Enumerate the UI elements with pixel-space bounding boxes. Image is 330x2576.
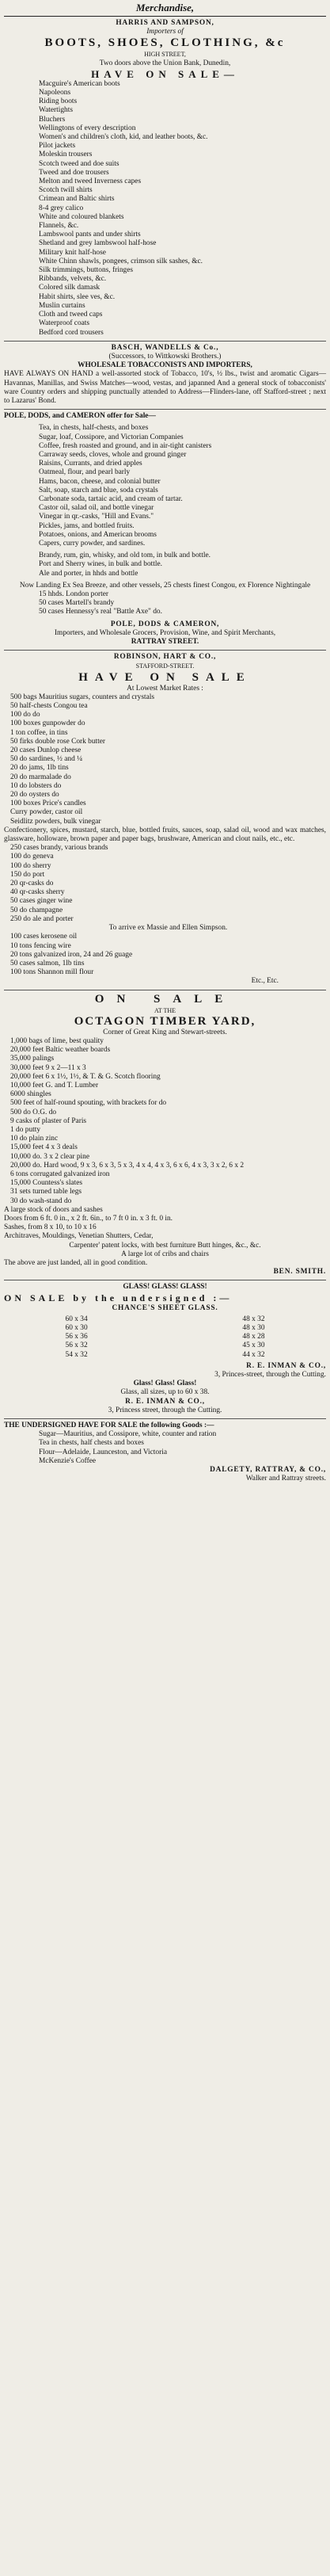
list-item: White and coloured blankets: [39, 212, 124, 221]
list-item: 500 bags Mauritius sugars, counters and crystals: [10, 693, 154, 701]
doors-line: A large stock of doors and sashes: [4, 1205, 103, 1214]
list-item: Tea in chests, half chests and boxes: [39, 1439, 144, 1448]
ad-signature-desc: Importers, and Wholesale Grocers, Provision, Wine, and Spirit Merchants,: [54, 628, 276, 637]
table-row: [63, 1351, 268, 1360]
list-item: 20,000 feet 6 x 1½, 1½, & T. & G. Scotch flooring: [10, 1072, 161, 1081]
glass-size-table: [63, 1315, 268, 1360]
list-item: 50 firks double rose Cork butter: [10, 737, 106, 746]
glass-line: Glass! Glass! Glass!: [133, 1380, 197, 1388]
list-item: Waterproof coats: [39, 319, 90, 328]
list-item: 100 do sherry: [10, 861, 51, 870]
ad-business: WHOLESALE TOBACCONISTS AND IMPORTERS,: [78, 361, 252, 370]
list-item: 50 do sardines, ½ and ¼: [10, 755, 83, 764]
list-item: 10 do lobsters do: [10, 781, 62, 790]
list-item: Crimean and Baltic shirts: [39, 195, 115, 204]
list-item: Riding boots: [39, 97, 78, 106]
list-item: Shetland and grey lambswool half-hose: [39, 239, 157, 248]
list-item: Women's and children's cloth, kid, and leather boots, &c.: [39, 133, 208, 142]
octagon-timber-yard-ad: [4, 990, 326, 1281]
ad-rates: At Lowest Market Rates :: [127, 684, 203, 693]
list-item: Bluchers: [39, 115, 66, 124]
list-item: 1 ton coffee, in tins: [10, 728, 68, 737]
list-item: Oatmeal, flour, and pearl barly: [39, 468, 131, 477]
list-item: 20 tons galvanized iron, 24 and 26 guage: [10, 950, 133, 959]
list-item: Carraway seeds, cloves, whole and ground ginger: [39, 450, 187, 459]
list-item: 8-4 grey calico: [39, 204, 84, 212]
table-cell: 48 x 30: [242, 1324, 265, 1333]
list-item: Macguire's American boots: [39, 79, 120, 88]
table-cell: 54 x 32: [65, 1350, 88, 1359]
list-item: 500 do O.G. do: [10, 1108, 57, 1116]
table-cell: 56 x 32: [65, 1341, 88, 1350]
table-row: [63, 1324, 268, 1333]
ale: Ale and porter, in hhds and bottle: [39, 569, 138, 578]
list-item: Sugar—Mauritius, and Cossipore, white, counter and ration: [39, 1430, 217, 1439]
list-item: Ribbands, velvets, &c.: [39, 275, 107, 284]
ad-advertiser: BASCH, WANDELLS & Co.,: [111, 343, 219, 352]
list-item: White Chinn shawls, pongees, crimson silk sashes, &c.: [39, 257, 203, 265]
ad-address: Walker and Rattray streets.: [245, 1475, 326, 1483]
list-item: 100 tons Shannon mill flour: [10, 968, 94, 977]
list-item: Melton and tweed Inverness capes: [39, 177, 142, 186]
list-item: Colored silk damask: [39, 284, 101, 292]
ad-subtitle: (Successors, to Wittkowski Brothers.): [108, 352, 222, 361]
list-item: 150 do port: [10, 870, 45, 879]
list-item: Bedford cord trousers: [39, 328, 104, 337]
carpenter-line: Carpenter' patent locks, with best furniture Butt hinges, &c., &c.: [69, 1241, 261, 1250]
ad-street: HIGH STREET,: [144, 51, 186, 59]
ad-address-2: 3, Princess street, through the Cutting.: [108, 1406, 222, 1414]
ad-signature-2: R. E. INMAN & CO.,: [125, 1397, 205, 1406]
table-cell: 44 x 32: [242, 1350, 265, 1359]
list-item: Carbonate soda, tartaic acid, and cream of tartar.: [39, 494, 183, 503]
item-list-2: [4, 844, 326, 977]
list-item: Castor oil, salad oil, and bottle vinegar: [39, 504, 154, 513]
list-item: Flour—Adelaide, Launceston, and Victoria: [39, 1448, 167, 1456]
ad-yard-name: OCTAGON TIMBER YARD,: [74, 1014, 256, 1028]
list-item: Cloth and tweed caps: [39, 311, 103, 319]
list-item: 20 do jams, 1lb tins: [10, 764, 69, 773]
list-item: Habit shirts, slee ves, &c.: [39, 292, 116, 301]
list-item: Potatoes, onions, and American brooms: [39, 530, 157, 539]
list-item: Capers, curry powder, and sardines.: [39, 539, 146, 548]
spirits: Brandy, rum, gin, whisky, and old tom, in bulk and bottle.: [39, 551, 211, 560]
confectionery-text: Confectionery, spices, mustard, starch, blue, bottled fruits, sauces, soap, salad oil, wood and wax matches, glassware, holloware, brown paper and paper bags, brushware, American and clout nails, etc., etc.: [4, 826, 326, 844]
ad-title: CHANCE'S SHEET GLASS.: [112, 1303, 218, 1312]
list-item: Silk trimmings, buttons, fringes: [39, 266, 134, 275]
list-item: 1 do putty: [10, 1125, 41, 1134]
list-item: 31 sets turned table legs: [10, 1188, 82, 1196]
list-item: 100 boxes Price's candles: [10, 800, 86, 808]
list-item: To arrive ex Massie and Ellen Simpson.: [108, 924, 228, 933]
ad-body: HAVE ALWAYS ON HAND a well-assorted stock of Tobacco, 10's, ½ lbs., twist and aromatic Cigars—Havannas, Manillas, and Swiss Matches—wood, vestas, and japanned And a general stock of tobacconists' ware Country orders and shipping punctually attended to Address—Flinders-lane, off Stafford-street ; next to Lazarus' Bond.: [4, 370, 326, 405]
list-item: Muslin curtains: [39, 301, 85, 310]
robinson-hart-ad: [4, 651, 326, 990]
list-item: McKenzie's Coffee: [39, 1456, 97, 1465]
table-row: [63, 1333, 268, 1341]
list-item: 250 cases brandy, various brands: [10, 844, 108, 853]
list-item: Wellingtons of every description: [39, 124, 136, 132]
section-heading: Merchandise,: [4, 0, 326, 17]
item-list: [4, 693, 326, 826]
list-item: 10,000 feet G. and T. Lumber: [10, 1081, 99, 1090]
list-item: 50 do champagne: [10, 906, 63, 914]
ad-location: Two doors above the Union Bank, Dunedin,: [99, 59, 231, 67]
list-item: Hams, bacon, cheese, and colonial butter: [39, 477, 161, 486]
list-item: 15 hhds. London porter: [39, 590, 109, 598]
list-item: 9 casks of plaster of Paris: [10, 1116, 87, 1125]
ad-sale-line: ON SALE by the undersigned :—: [4, 1292, 233, 1303]
list-item: 50 cases Martell's brandy: [39, 599, 115, 608]
list-item: Scotch tweed and doe suits: [39, 159, 119, 168]
list-item: Coffee, fresh roasted and ground, and in air-tight canisters: [39, 441, 212, 450]
list-item: 20 do oysters do: [10, 791, 59, 800]
landing-line: The above are just landed, all in good condition.: [4, 1259, 148, 1267]
furniture-line: A large lot of cribs and chairs: [121, 1250, 209, 1258]
table-row: [63, 1315, 268, 1324]
list-item: Scotch twill shirts: [39, 186, 93, 195]
ad-at-the: AT THE: [154, 1006, 176, 1014]
list-item: Raisins, Currants, and dried apples: [39, 460, 142, 468]
inman-glass-ad: [4, 1280, 326, 1419]
list-item: Vinegar in qr.-casks, "Hill and Evans.": [39, 513, 154, 521]
harris-sampson-ad: [4, 17, 326, 342]
list-item: Sugar, loaf, Cossipore, and Victorian Companies: [39, 433, 184, 441]
list-item: 40 qr-casks sherry: [10, 888, 65, 897]
list-item: 50 half-chests Congou tea: [10, 702, 88, 711]
list-item: 50 cases Hennessy's real "Battle Axe" do.: [39, 608, 162, 616]
ad-address: 3, Princes-street, through the Cutting.: [214, 1371, 326, 1380]
list-item: Seidlitz powders, bulk vinegar: [10, 817, 101, 826]
table-cell: 45 x 30: [242, 1341, 265, 1350]
ad-advertiser: HARRIS AND SAMPSON,: [116, 19, 214, 27]
item-list: [4, 1430, 326, 1466]
list-item: 100 do geneva: [10, 853, 54, 861]
table-cell: 60 x 30: [65, 1324, 88, 1333]
table-cell: 48 x 28: [242, 1333, 265, 1341]
list-item: 50 cases salmon, 1lb tins: [10, 959, 85, 967]
list-item: 100 do do: [10, 711, 40, 719]
ad-corner: Corner of Great King and Stewart-streets.: [103, 1028, 227, 1036]
list-item: 500 feet of half-round spouting, with brackets for do: [10, 1099, 167, 1108]
list-item: 1,000 bags of lime, best quality: [10, 1036, 104, 1045]
list-item: 10,000 do. 3 x 2 clear pine: [10, 1152, 89, 1161]
ad-signature: DALGETY, RATTRAY, & CO.,: [210, 1466, 326, 1475]
list-item: Napoleons: [39, 89, 71, 97]
list-item: Pickles, jams, and bottled fruits.: [39, 521, 135, 530]
doors-size: Doors from 6 ft. 0 in., x 2 ft. 6in., to 7 ft 0 in. x 3 ft. 0 in.: [4, 1214, 173, 1223]
ad-on-sale: ON SALE: [94, 992, 236, 1006]
list-item: Tea, in chests, half-chests, and boxes: [39, 424, 149, 433]
list-item: 20 do marmalade do: [10, 773, 71, 781]
pole-dods-cameron-ad: [4, 410, 326, 651]
list-item: 20,000 do. Hard wood, 9 x 3, 6 x 3, 5 x 3, 4 x 4, 4 x 3, 6 x 6, 4 x 3, 3 x 2, 6 x 2: [10, 1161, 245, 1170]
basch-wandells-ad: [4, 342, 326, 410]
list-item: Pilot jackets: [39, 142, 76, 151]
ad-subtitle: Importers of: [146, 28, 184, 36]
list-item: 35,000 palings: [10, 1055, 55, 1063]
list-item: 250 do ale and porter: [10, 914, 74, 923]
item-list: [4, 424, 326, 548]
list-item: 6000 shingles: [10, 1090, 51, 1099]
ad-street: STAFFORD-STREET.: [135, 662, 195, 670]
list-item: 20 qr-casks do: [10, 880, 54, 888]
item-list: [4, 1037, 326, 1206]
list-item: Military knit half-hose: [39, 248, 106, 257]
list-item: Lambswool pants and under shirts: [39, 231, 141, 239]
list-item: Watertights: [39, 106, 73, 115]
sashes-line: Sashes, from 8 x 10, to 10 x 16: [4, 1223, 97, 1232]
ad-intro: POLE, DODS, and CAMERON offer for Sale—: [4, 412, 156, 421]
list-item: 50 cases ginger wine: [10, 897, 73, 906]
table-row: [63, 1341, 268, 1350]
table-cell: 48 x 32: [242, 1315, 265, 1323]
list-item: 15,000 feet 4 x 3 deals: [10, 1143, 78, 1152]
list-item: 20,000 feet Baltic weather boards: [10, 1046, 111, 1055]
list-item: 20 cases Dunlop cheese: [10, 746, 82, 755]
ad-signature: POLE, DODS & CAMERON,: [110, 620, 220, 628]
list-item: 30 do wash-stand do: [10, 1196, 72, 1205]
ad-signature: R. E. INMAN & CO.,: [246, 1361, 326, 1370]
ad-signature: BEN. SMITH.: [273, 1268, 326, 1277]
item-list: [4, 80, 326, 338]
ad-have-on-sale: HAVE ON SALE—: [91, 67, 239, 80]
dalgety-rattray-ad: [4, 1419, 326, 1486]
ad-advertiser: ROBINSON, HART & CO.,: [113, 653, 217, 662]
list-item: 6 tons corrugated galvanized iron: [10, 1170, 110, 1178]
landing-list: [4, 590, 326, 617]
ad-have-on-sale: HAVE ON SALE: [78, 670, 252, 684]
all-sizes-line: Glass, all sizes, up to 60 x 38.: [120, 1388, 210, 1397]
ad-top-line: GLASS! GLASS! GLASS!: [123, 1283, 207, 1292]
list-item: Salt, soap, starch and blue, soda crystals: [39, 486, 158, 494]
list-item: 10 tons fencing wire: [10, 941, 71, 950]
list-item: 10 do plain zinc: [10, 1135, 59, 1143]
etc-line: Etc., Etc.: [251, 977, 279, 986]
table-cell: 60 x 34: [65, 1315, 88, 1323]
ad-signature-street: RATTRAY STREET.: [131, 638, 199, 646]
list-item: 15,000 Countess's slates: [10, 1179, 83, 1188]
list-item: Tweed and doe trousers: [39, 168, 109, 177]
list-item: Curry powder, castor oil: [10, 808, 83, 817]
list-item: Flannels, &c.: [39, 222, 79, 231]
list-item: 100 cases kerosene oil: [10, 933, 78, 941]
list-item: Moleskin trousers: [39, 151, 93, 159]
list-item: 30,000 feet 9 x 2—11 x 3: [10, 1063, 86, 1072]
table-cell: 56 x 36: [65, 1333, 88, 1341]
ad-intro: THE UNDERSIGNED HAVE FOR SALE the following Goods :—: [4, 1422, 214, 1430]
wines: Port and Sherry wines, in bulk and bottle.: [39, 560, 162, 569]
ad-headline: BOOTS, SHOES, CLOTHING, &c: [44, 36, 286, 50]
landing-notice: Now Landing Ex Sea Breeze, and other vessels, 25 chests finest Congou, ex Florence Nightingale: [19, 581, 311, 590]
list-item: 100 boxes gunpowder do: [10, 719, 85, 728]
architraves-line: Architraves, Mouldings, Venetian Shutters, Cedar,: [4, 1232, 154, 1241]
